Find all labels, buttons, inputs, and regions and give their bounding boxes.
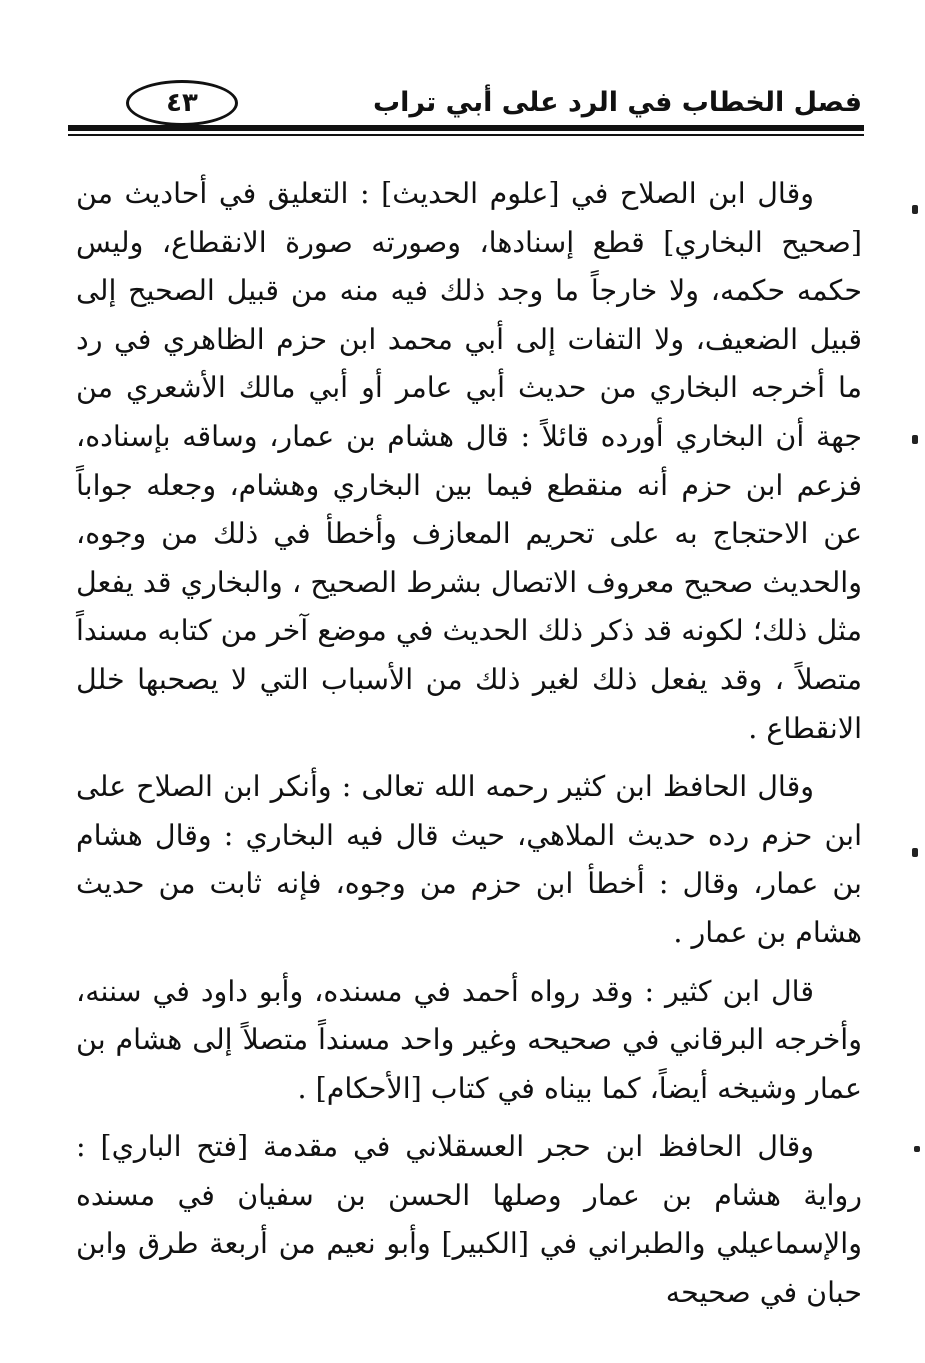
page-number: ٤٣ [166, 88, 198, 118]
margin-speck [912, 848, 918, 857]
page-number-frame [126, 80, 238, 126]
margin-speck [912, 205, 918, 214]
paragraph-ibn-salah: وقال ابن الصلاح في [علوم الحديث] : التعليق في أحاديث من [صحيح البخاري] قطع إسنادها، وصورته صورة الانقطاع، وليس حكمه حكمه، ولا خارجاً ما وجد ذلك فيه منه من قبيل الصحيح إلى قبيل الضعيف، ولا التفات إلى أبي محمد ابن حزم الظاهري في رد ما أخرجه البخاري من حديث أبي عامر أو أبي مالك الأشعري من جهة أن البخاري أورده قائلاً : قال هشام بن عمار، وساقه بإسناده، فزعم ابن حزم أنه منقطع فيما بين البخاري وهشام، وجعله جواباً عن الاحتجاج به على تحريم المعازف وأخطأ في ذلك من وجوه، والحديث صحيح معروف الاتصال بشرط الصحيح ، والبخاري قد يفعل مثل ذلك؛ لكونه قد ذكر ذلك الحديث في موضع آخر من كتابه مسنداً متصلاً ، وقد يفعل ذلك لغير ذلك من الأسباب التي لا يصحبها خلل الانقطاع . [76, 177, 862, 745]
paragraph-ibn-kathir-2: قال ابن كثير : وقد رواه أحمد في مسنده، وأبو داود في سننه، وأخرجه البرقاني في صحيحه وغير واحد مسنداً متصلاً إلى هشام بن عمار وشيخه أيضاً، كما بيناه في كتاب [الأحكام] . [76, 974, 862, 1105]
paragraph-ibn-kathir-1: وقال الحافظ ابن كثير رحمه الله تعالى : وأنكر ابن الصلاح على ابن حزم رده حديث الملاهي، حيث قال فيه البخاري : وقال هشام بن عمار، وقال : أخطأ ابن حزم من وجوه، فإنه ثابت من حديث هشام بن عمار . [76, 770, 862, 949]
page-header [68, 76, 864, 138]
header-rule-thin [68, 134, 864, 136]
body-text [76, 170, 862, 1318]
running-title: فصل الخطاب في الرد على أبي تراب [372, 87, 862, 118]
margin-speck [914, 1146, 920, 1152]
margin-speck [912, 435, 918, 444]
paragraph-ibn-hajar: وقال الحافظ ابن حجر العسقلاني في مقدمة [فتح الباري] : رواية هشام بن عمار وصلها الحسن بن سفيان في مسنده والإسماعيلي والطبراني في [الكبير] وأبو نعيم من أربعة طرق وابن حبان في صحيحه [76, 1130, 862, 1310]
